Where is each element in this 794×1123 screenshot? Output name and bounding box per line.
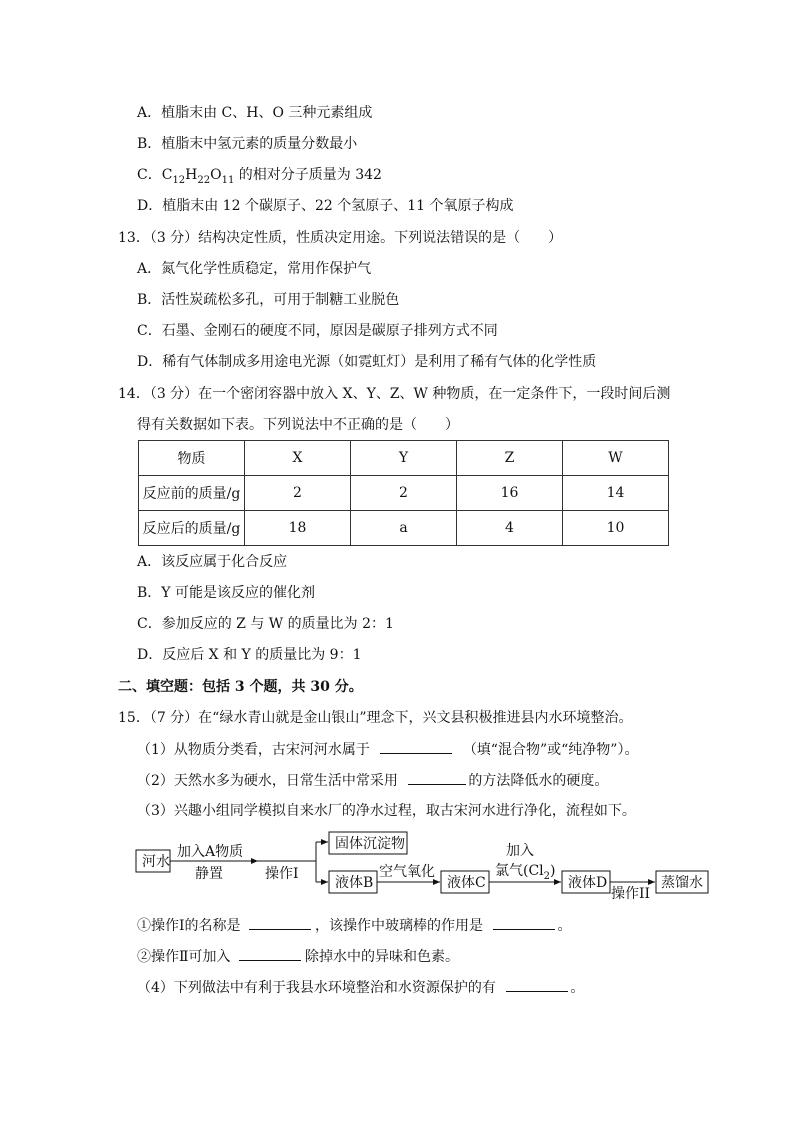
table-header-cell: W [563,441,669,476]
sub-22: 22 [197,174,211,186]
table-cell: 4 [457,511,563,546]
distilled-water-label: 蒸馏水 [661,875,703,891]
q15-part2-suffix: 的方法降低水的硬度。 [468,773,609,789]
q12-option-c [137,165,382,191]
q14-option-c: C．参加反应的 Z 与 W 的质量比为 2：1 [137,616,394,632]
q15-part4-suffix: 。 [570,980,585,996]
q14-stem-line1: 14．（3 分）在一个密闭容器中放入 X、Y、Z、W 种物质，在一定条件下，一段时间后测 [118,386,671,402]
o-symbol: O [210,167,222,183]
chlorine-close-paren: ) [550,863,556,879]
q15-part3: （3）兴趣小组同学模拟自来水厂的净水过程，取古宋河水进行净化，流程如下。 [137,803,636,819]
q15-stem: 15．（7 分）在“绿水青山就是金山银山”理念下，兴文县积极推进县内水环境整治。 [118,710,633,726]
liquid-d-label: 液体D [568,875,608,891]
q12-option-c-suffix: 的相对分子质量为 342 [234,167,382,183]
q15-part2 [137,770,608,791]
q15-part2-text: （2）天然水多为硬水，日常生活中常采用 [137,773,398,789]
table-cell: 反应后的质量/g [139,511,245,546]
op1-label: 操作I [265,866,299,882]
q14-option-a: A．该反应属于化合反应 [137,554,288,570]
solid-precipitate-label: 固体沉淀物 [335,836,405,852]
q12-option-d: D．植脂末由 12 个碳原子、22 个氢原子、11 个氧原子构成 [137,198,514,214]
add-label: 加入 [506,843,534,859]
answer-blank[interactable] [493,915,555,930]
q12-option-c-prefix: C．C [137,167,173,183]
table-cell: 2 [245,476,351,511]
q15-part1-hint: （填“混合物”或“纯净物”）。 [462,742,639,758]
answer-blank[interactable] [506,977,568,992]
table-cell: 14 [563,476,669,511]
table-header-cell: 物质 [139,441,245,476]
table-header-cell: Y [351,441,457,476]
q13-option-d: D．稀有气体制成多用途电光源（如霓虹灯）是利用了稀有气体的化学性质 [137,354,597,370]
chlorine-label [495,863,556,882]
q15-subpart2-text: ②操作Ⅱ可加入 [137,949,231,965]
sub-11: 11 [221,174,235,186]
q14-data-table [138,440,669,546]
table-header-cell: X [245,441,351,476]
q15-subpart1 [137,915,571,936]
table-cell: 反应前的质量/g [139,476,245,511]
liquid-b-label: 液体B [335,875,374,891]
table-header-cell: Z [457,441,563,476]
answer-blank[interactable] [408,770,466,785]
table-row [139,511,669,546]
answer-blank[interactable] [380,739,452,754]
chlorine-subscript: 2 [543,871,551,882]
q15-subpart1-end: 。 [557,918,572,934]
settle-label: 静置 [195,866,223,882]
q15-subpart2 [137,946,459,967]
q15-part4-text: （4）下列做法中有利于我县水环境整治和水资源保护的有 [137,980,496,996]
sub-12: 12 [172,174,186,186]
h-symbol: H [185,167,198,183]
purification-flow-diagram [133,828,713,900]
q14-option-b: B．Y 可能是该反应的催化剂 [137,585,315,601]
q15-subpart2-suffix: 除掉水中的异味和色素。 [304,949,459,965]
table-cell: 16 [457,476,563,511]
section-heading: 二、填空题：包括 3 个题，共 30 分。 [118,679,363,695]
q13-option-a: A．氮气化学性质稳定，常用作保护气 [137,261,372,277]
answer-blank[interactable] [249,915,311,930]
table-row [139,476,669,511]
table-cell: a [351,511,457,546]
q14-stem-line2: 得有关数据如下表。下列说法中不正确的是（ ） [137,417,459,433]
air-oxidation-label: 空气氧化 [379,864,435,880]
table-header-row [139,441,669,476]
op2-label: 操作II [611,886,651,900]
q15-part4 [137,977,584,998]
add-a-label: 加入A物质 [177,844,244,860]
river-water-label: 河水 [142,854,170,870]
liquid-c-label: 液体C [447,875,486,891]
q14-option-d: D．反应后 X 和 Y 的质量比为 9：1 [137,647,362,663]
q15-part1-text: （1）从物质分类看，古宋河河水属于 [137,742,370,758]
table-cell: 2 [351,476,457,511]
q15-subpart1-text: ①操作Ⅰ的名称是 [137,918,241,934]
chlorine-text: 氯气(Cl [495,863,544,879]
q15-part1 [137,739,638,760]
table-cell: 10 [563,511,669,546]
table-cell: 18 [245,511,351,546]
answer-blank[interactable] [239,946,301,961]
q12-option-a: A．植脂末由 C、H、O 三种元素组成 [137,105,373,121]
q13-option-c: C．石墨、金刚石的硬度不同，原因是碳原子排列方式不同 [137,323,498,339]
q15-subpart1-mid: ，该操作中玻璃棒的作用是 [314,918,483,934]
q13-option-b: B．活性炭疏松多孔，可用于制糖工业脱色 [137,292,400,308]
q12-option-b: B．植脂末中氢元素的质量分数最小 [137,136,358,152]
q13-stem: 13．（3 分）结构决定性质，性质决定用途。下列说法错误的是（ ） [118,230,563,246]
